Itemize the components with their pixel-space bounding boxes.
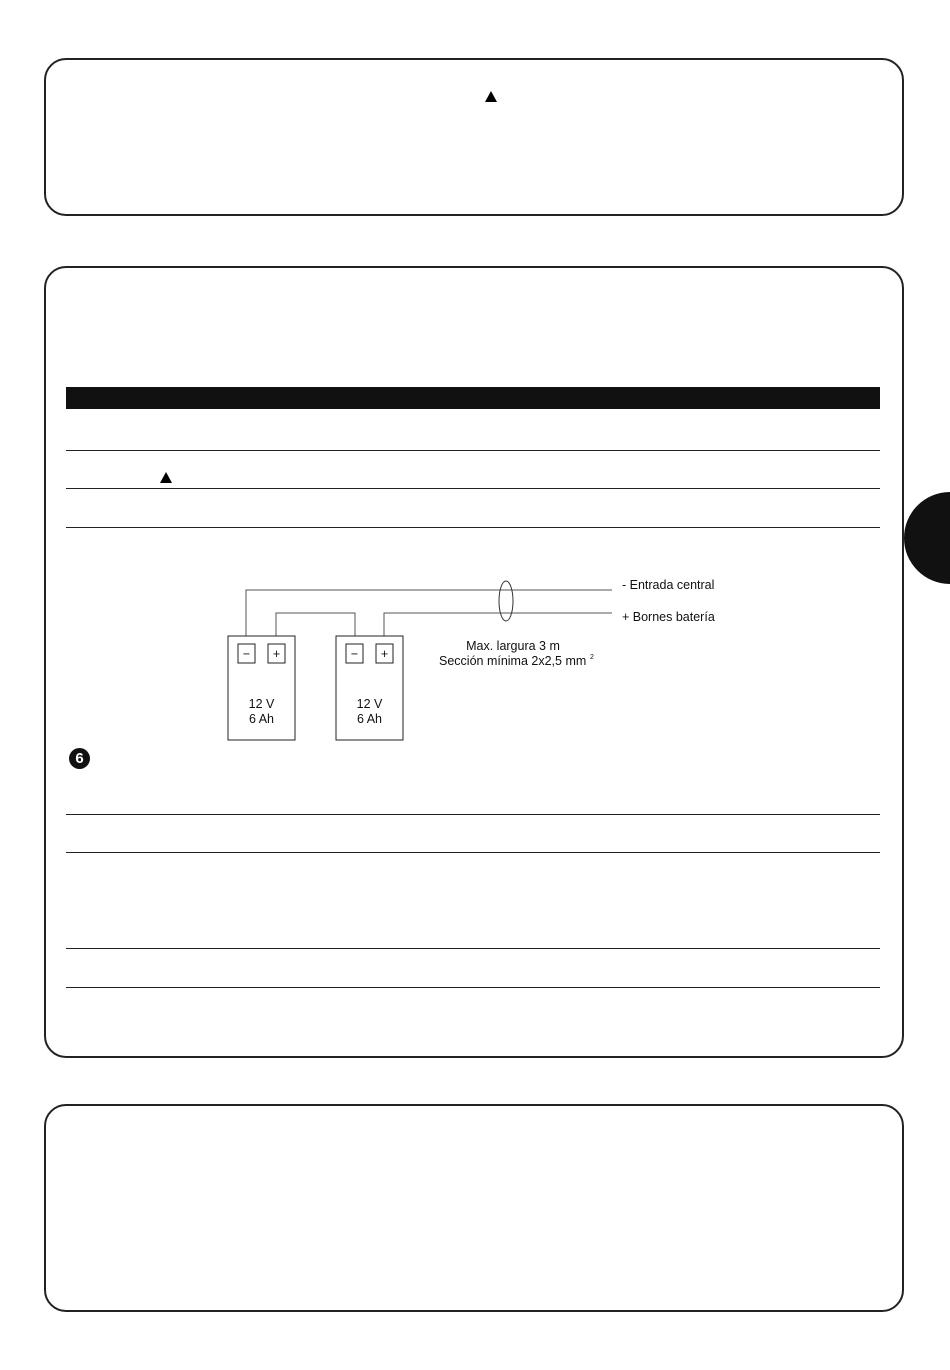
battery-voltage: 12 V [356,697,383,711]
positive-wire [384,613,612,637]
battery-capacity: 6 Ah [248,712,275,726]
bridge-wire [276,613,355,637]
positive-wire-label: + Bornes batería [622,610,715,624]
battery-voltage: 12 V [248,697,275,711]
positive-symbol: + [272,647,281,661]
figure-number-badge: 6 [69,748,90,769]
battery-2 [336,636,403,740]
superscript-2: 2 [590,654,594,661]
cable-length-note: Max. largura 3 m [466,639,560,653]
battery-capacity: 6 Ah [356,712,383,726]
positive-symbol: + [380,647,389,661]
negative-wire-label: - Entrada central [622,578,715,592]
cable-sleeve [499,581,513,621]
cable-section-note: Sección mínima 2x2,5 mm [439,654,587,668]
negative-symbol: − [350,647,359,661]
negative-symbol: − [242,647,251,661]
battery-1 [228,636,295,740]
